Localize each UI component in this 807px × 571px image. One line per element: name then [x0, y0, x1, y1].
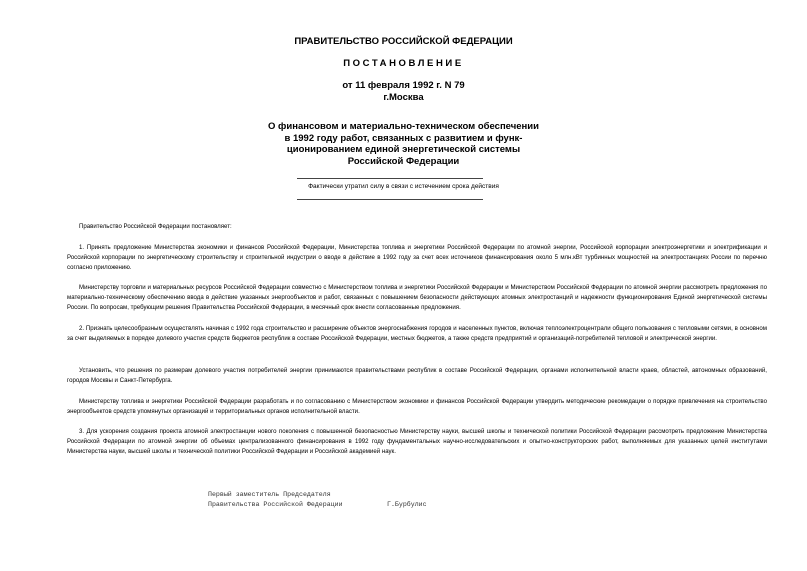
paragraph-3: 2. Признать целесообразным осуществлять начиная с 1992 года строительство и расширение объектов энергоснабжения городов и населенных пунктов, включая теплоэлектроцентрали общего пользования с тепловыми сетями, в основном за счет выделяемых в порядке долевого участия средств бюджетов республик в составе Российской Федерации, местных бюджетов, а также средств предприятий и организаций-потребителей тепловой и электрической энергии. — [67, 325, 767, 342]
paragraph-1: 1. Принять предложение Министерства экономики и финансов Российской Федерации, Министерства топлива и энергетики Российской Федерации по атомной энергии, Российской корпорации электроэнергетики и электрификации и Российской корпорации по энергетическому строительству и строительной индустрии о вводе в действие в 1992 году за счет всех источников финансирования около 5 млн.кВт турбинных мощностей на электростанциях России по перечню согласно приложению. — [67, 244, 767, 271]
paragraph-2: Министерству торговли и материальных ресурсов Российской Федерации совместно с Министерством топлива и энергетики Российской Федерации и Министерством Российской Федерации по атомной энергии рассмотреть предложения по материально-техническому обеспечению ввода в действие указанных энергообъектов и работ, связанных с повышением безопасности действующих атомных электростанций и надежности функционирования Единой энергетической системы России. По вопросам, требующим решения Правительства Российской Федерации, в месячный срок внести согласованные предложения. — [67, 284, 767, 311]
document-type: ПОСТАНОВЛЕНИЕ — [343, 58, 464, 69]
decree-title — [0, 121, 807, 167]
title-line: Российской Федерации — [347, 155, 460, 167]
decree-city: г.Москва — [383, 92, 424, 103]
divider-top — [297, 178, 483, 179]
title-line: ционированием единой энергетической системы — [286, 144, 521, 155]
decree-date-number: от 11 февраля 1992 г. N 79 — [342, 80, 465, 91]
divider-bottom — [297, 199, 483, 200]
signature-position-2: Правительства Российской Федерации — [208, 501, 343, 508]
validity-status: Фактически утратил силу в связи с истечением срока действия — [308, 183, 499, 190]
paragraph-4: Установить, что решения по размерам долевого участия потребителей энергии принимаются правительствами республик в составе Российской Федерации, органами исполнительной власти краев, областей, автономных образований, городов Москвы и Санкт-Петербурга. — [67, 367, 767, 384]
signature-position-1: Первый заместитель Председателя — [208, 491, 331, 498]
signatory-name: Г.Бурбулис — [387, 501, 427, 508]
title-line: О финансовом и материально-техническом обеспечении — [268, 121, 539, 132]
paragraph-6: 3. Для ускорения создания проекта атомной электростанции нового поколения с повышенной безопасностью Министерству науки, высшей школы и технической политики Российской Федерации рассмотреть предложение Министерства Российской Федерации по атомной энергии об объемах централизованного финансирования в 1992 году фундаментальных научно-исследовательских и опытно-конструкторских работ, выполняемых для указанных целей институтами Министерства науки, высшей школы и технической политики Российской Федерации и Российской академией наук. — [67, 428, 767, 455]
title-line: в 1992 году работ, связанных с развитием и функ- — [284, 132, 523, 144]
preamble: Правительство Российской Федерации постановляет: — [79, 223, 232, 230]
paragraph-5: Министерству топлива и энергетики Российской Федерации разработать и по согласованию с Министерством экономики и финансов Российской Федерации утвердить методические рекомедации о порядке привлечения на строительство энергообъектов средств упомянутых организаций и территориальных органов исполнительной власти. — [67, 398, 767, 415]
government-name: ПРАВИТЕЛЬСТВО РОССИЙСКОЙ ФЕДЕРАЦИИ — [294, 36, 513, 47]
